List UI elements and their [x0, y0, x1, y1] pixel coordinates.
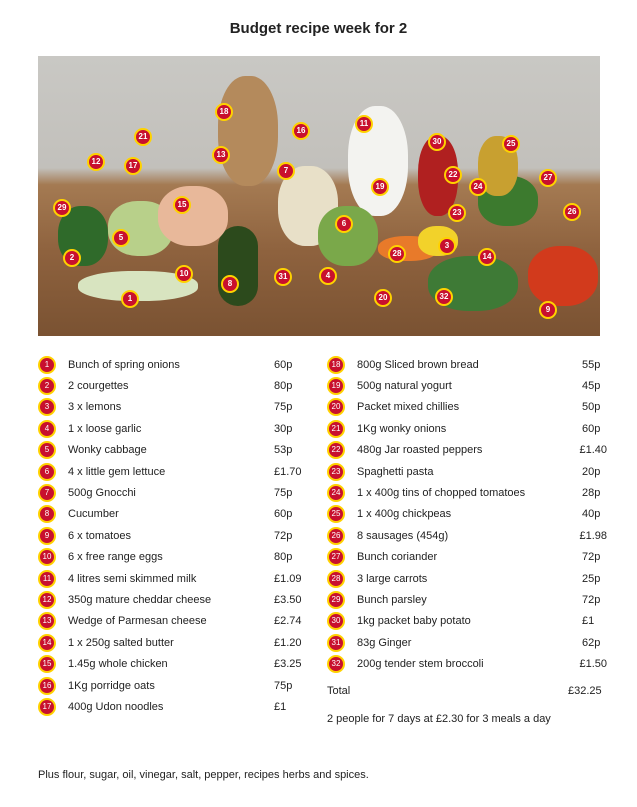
marker-9: 9	[539, 301, 557, 319]
item-name: 200g tender stem broccoli	[357, 658, 484, 671]
item-price: £1.09	[274, 572, 302, 585]
item-name: Bunch parsley	[357, 593, 427, 606]
number-badge: 30	[327, 612, 345, 630]
item-name: 3 large carrots	[357, 572, 428, 585]
marker-15: 15	[173, 196, 191, 214]
item-price: 60p	[274, 508, 293, 521]
number-badge: 11	[38, 570, 56, 588]
item-price: 60p	[274, 358, 293, 371]
item-price: £1	[274, 700, 287, 713]
number-badge: 28	[327, 570, 345, 588]
total-price: £32.25	[568, 685, 602, 697]
number-badge: 17	[38, 698, 56, 716]
item-name: 500g natural yogurt	[357, 380, 452, 393]
item-price: 25p	[582, 572, 601, 585]
item-name: 480g Jar roasted peppers	[357, 444, 483, 457]
marker-11: 11	[355, 115, 373, 133]
item-name: 3 x lemons	[68, 401, 122, 414]
item-name: 6 x free range eggs	[68, 551, 163, 564]
item-name: Wonky cabbage	[68, 444, 147, 457]
marker-13: 13	[212, 146, 230, 164]
marker-3: 3	[438, 237, 456, 255]
item-list-left	[38, 354, 318, 718]
list-item	[327, 632, 607, 653]
marker-28: 28	[388, 245, 406, 263]
list-item	[327, 653, 607, 674]
item-list-right	[327, 354, 607, 675]
item-name: Bunch of spring onions	[68, 358, 180, 371]
total-label: Total	[327, 685, 351, 697]
item-price: 62p	[582, 636, 601, 649]
item-price: 72p	[582, 593, 601, 606]
item-name: Bunch coriander	[357, 551, 438, 564]
item-price: 75p	[274, 401, 293, 414]
list-item	[38, 547, 318, 568]
marker-2: 2	[63, 249, 81, 267]
item-price: 60p	[582, 422, 601, 435]
item-name: Packet mixed chillies	[357, 401, 460, 414]
item-price: £1.50	[579, 658, 607, 671]
list-item	[38, 354, 318, 375]
item-price: 80p	[274, 551, 293, 564]
list-item	[38, 675, 318, 696]
list-item	[327, 525, 607, 546]
list-item	[38, 589, 318, 610]
item-name: 1Kg wonky onions	[357, 422, 447, 435]
marker-21: 21	[134, 128, 152, 146]
page-title: Budget recipe week for 2	[229, 20, 408, 37]
item-name: 400g Udon noodles	[68, 700, 164, 713]
list-item	[327, 354, 607, 375]
item-price: 50p	[582, 401, 601, 414]
item-price: 55p	[582, 358, 601, 371]
marker-6: 6	[335, 215, 353, 233]
marker-19: 19	[371, 178, 389, 196]
list-item	[38, 440, 318, 461]
item-name: 800g Sliced brown bread	[357, 358, 479, 371]
number-badge: 3	[38, 398, 56, 416]
item-name: 500g Gnocchi	[68, 487, 136, 500]
item-price: 80p	[274, 380, 293, 393]
list-item	[327, 504, 607, 525]
number-badge: 16	[38, 677, 56, 695]
item-price: 72p	[582, 551, 601, 564]
item-name: 1kg packet baby potato	[357, 615, 471, 628]
item-name: 2 courgettes	[68, 380, 129, 393]
item-price: £1.98	[579, 529, 607, 542]
item-name: 1.45g whole chicken	[68, 658, 168, 671]
item-price: 75p	[274, 679, 293, 692]
list-item	[38, 482, 318, 503]
list-item	[327, 568, 607, 589]
item-name: 4 x little gem lettuce	[68, 465, 166, 478]
list-item	[38, 696, 318, 717]
list-item	[38, 461, 318, 482]
number-badge: 10	[38, 548, 56, 566]
number-badge: 31	[327, 634, 345, 652]
number-badge: 1	[38, 356, 56, 374]
item-name: 1 x 400g tins of chopped tomatoes	[357, 487, 526, 500]
item-name: 4 litres semi skimmed milk	[68, 572, 197, 585]
marker-29: 29	[53, 199, 71, 217]
list-item	[38, 632, 318, 653]
item-price: 72p	[274, 529, 293, 542]
item-price: 45p	[582, 380, 601, 393]
item-price: £1.20	[274, 636, 302, 649]
item-price: 30p	[274, 422, 293, 435]
number-badge: 14	[38, 634, 56, 652]
item-price: £2.74	[274, 615, 302, 628]
marker-23: 23	[448, 204, 466, 222]
number-badge: 23	[327, 463, 345, 481]
footer-note: Plus flour, sugar, oil, vinegar, salt, pepper, recipes herbs and spices.	[38, 769, 369, 781]
marker-25: 25	[502, 135, 520, 153]
item-name: Cucumber	[68, 508, 119, 521]
groceries-photo	[38, 56, 600, 336]
list-item	[327, 397, 607, 418]
list-item	[38, 375, 318, 396]
number-badge: 5	[38, 441, 56, 459]
number-badge: 25	[327, 505, 345, 523]
item-price: £1	[582, 615, 595, 628]
item-price: 53p	[274, 444, 293, 457]
item-price: 75p	[274, 487, 293, 500]
marker-17: 17	[124, 157, 142, 175]
item-name: Wedge of Parmesan cheese	[68, 615, 207, 628]
number-badge: 4	[38, 420, 56, 438]
item-price: £1.40	[579, 444, 607, 457]
number-badge: 7	[38, 484, 56, 502]
marker-32: 32	[435, 288, 453, 306]
list-item	[327, 418, 607, 439]
list-item	[327, 375, 607, 396]
number-badge: 13	[38, 612, 56, 630]
item-name: 6 x tomatoes	[68, 529, 131, 542]
list-item	[38, 568, 318, 589]
marker-4: 4	[319, 267, 337, 285]
marker-10: 10	[175, 265, 193, 283]
item-price: 20p	[582, 465, 601, 478]
marker-1: 1	[121, 290, 139, 308]
list-item	[38, 397, 318, 418]
marker-18: 18	[215, 103, 233, 121]
number-badge: 24	[327, 484, 345, 502]
number-badge: 32	[327, 655, 345, 673]
list-item	[327, 461, 607, 482]
marker-24: 24	[469, 178, 487, 196]
marker-7: 7	[277, 162, 295, 180]
list-item	[327, 589, 607, 610]
summary-text: 2 people for 7 days at £2.30 for 3 meals a day	[327, 713, 551, 725]
marker-16: 16	[292, 122, 310, 140]
marker-30: 30	[428, 133, 446, 151]
number-badge: 19	[327, 377, 345, 395]
item-price: 40p	[582, 508, 601, 521]
list-item	[38, 653, 318, 674]
list-item	[327, 547, 607, 568]
total-row	[327, 685, 607, 697]
item-name: 350g mature cheddar cheese	[68, 593, 212, 606]
list-item	[327, 440, 607, 461]
marker-22: 22	[444, 166, 462, 184]
number-badge: 29	[327, 591, 345, 609]
number-badge: 22	[327, 441, 345, 459]
marker-12: 12	[87, 153, 105, 171]
number-badge: 2	[38, 377, 56, 395]
list-item	[38, 525, 318, 546]
number-badge: 6	[38, 463, 56, 481]
marker-5: 5	[112, 229, 130, 247]
marker-8: 8	[221, 275, 239, 293]
item-name: 1Kg porridge oats	[68, 679, 155, 692]
number-badge: 20	[327, 398, 345, 416]
marker-14: 14	[478, 248, 496, 266]
number-badge: 26	[327, 527, 345, 545]
marker-26: 26	[563, 203, 581, 221]
marker-20: 20	[374, 289, 392, 307]
item-name: 1 x loose garlic	[68, 422, 142, 435]
item-name: 83g Ginger	[357, 636, 412, 649]
number-badge: 18	[327, 356, 345, 374]
item-name: Spaghetti pasta	[357, 465, 434, 478]
marker-31: 31	[274, 268, 292, 286]
list-item	[38, 418, 318, 439]
item-name: 1 x 250g salted butter	[68, 636, 174, 649]
item-price: £3.50	[274, 593, 302, 606]
item-name: 1 x 400g chickpeas	[357, 508, 452, 521]
list-item	[38, 504, 318, 525]
list-item	[38, 611, 318, 632]
item-price: £3.25	[274, 658, 302, 671]
item-price: 28p	[582, 487, 601, 500]
number-badge: 21	[327, 420, 345, 438]
number-badge: 27	[327, 548, 345, 566]
number-badge: 9	[38, 527, 56, 545]
item-name: 8 sausages (454g)	[357, 529, 449, 542]
list-item	[327, 482, 607, 503]
marker-27: 27	[539, 169, 557, 187]
number-badge: 12	[38, 591, 56, 609]
list-item	[327, 611, 607, 632]
number-badge: 15	[38, 655, 56, 673]
number-badge: 8	[38, 505, 56, 523]
item-price: £1.70	[274, 465, 302, 478]
